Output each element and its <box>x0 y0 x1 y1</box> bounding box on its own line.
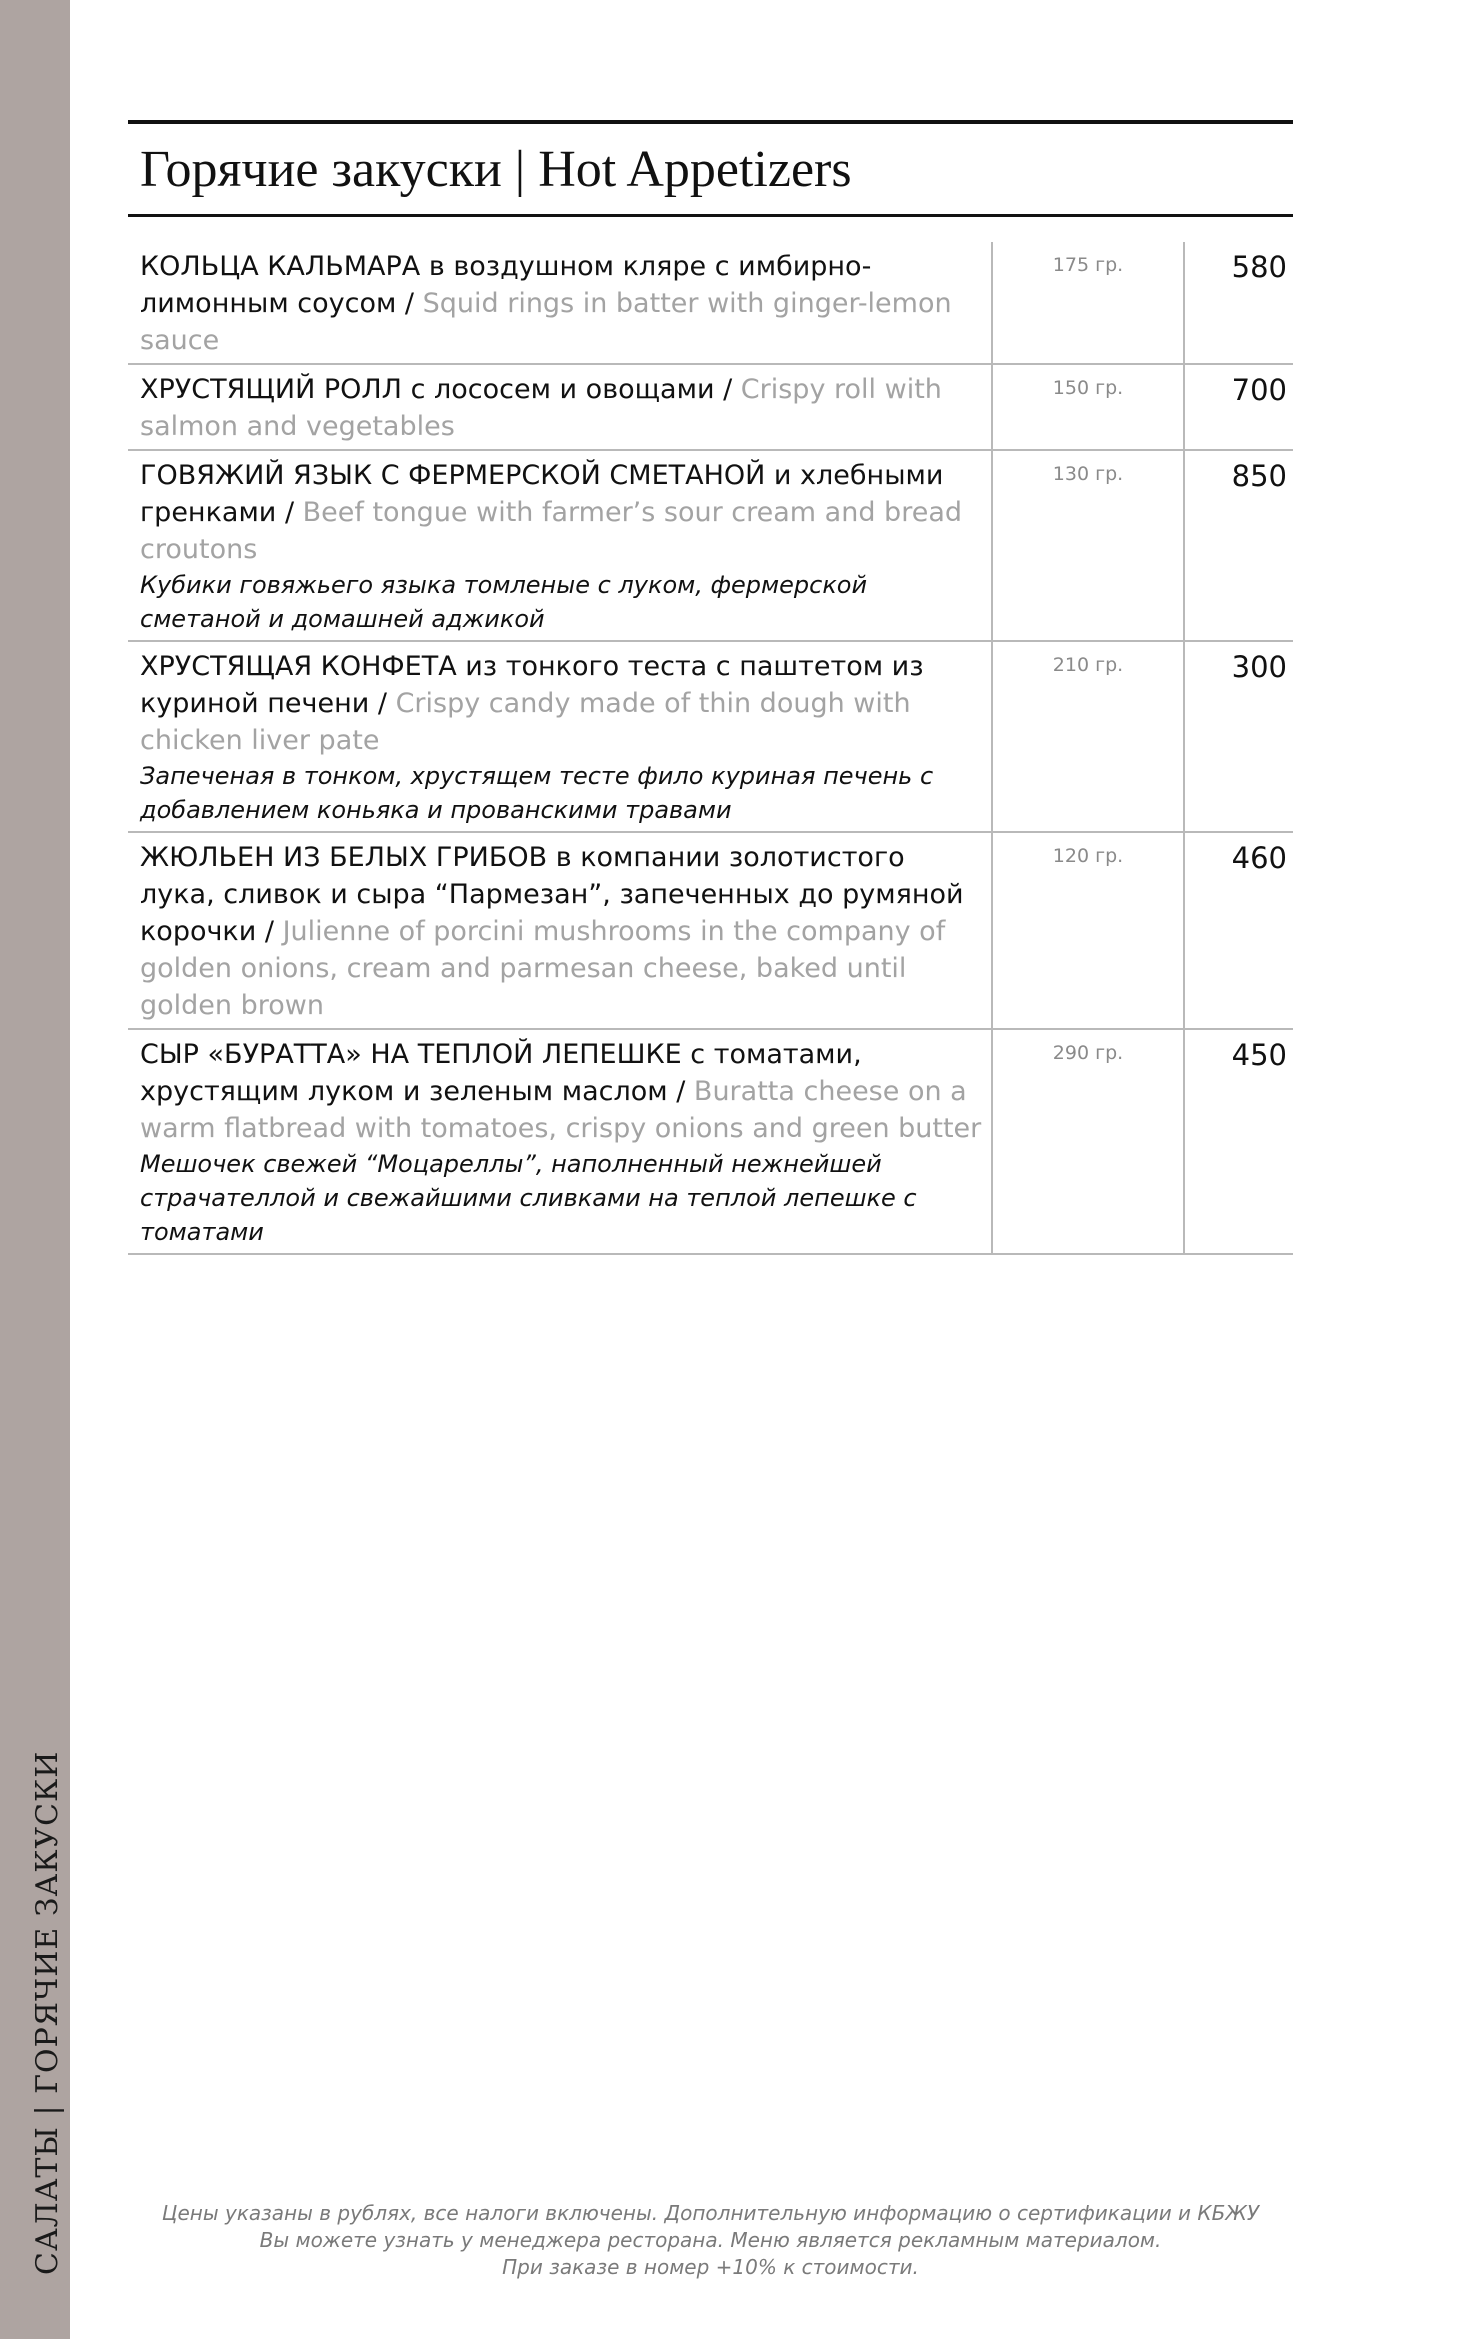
menu-item-price: 580 <box>1184 242 1293 364</box>
menu-item-description <box>128 364 992 450</box>
section-side-label: САЛАТЫ | ГОРЯЧИЕ ЗАКУСКИ <box>30 1750 65 2275</box>
menu-item-price: 700 <box>1184 364 1293 450</box>
menu-item-weight: 210 гр. <box>992 641 1184 832</box>
dish-name <box>140 1036 983 1147</box>
footer-line: При заказе в номер +10% к стоимости. <box>502 2255 919 2279</box>
dish-name-en: Beef tongue with farmer’s sour cream and bread croutons <box>140 497 963 565</box>
dish-note: Кубики говяжьего языка томленые с луком, фермерской сметаной и домашней аджикой <box>140 571 868 633</box>
title-rule-top <box>128 120 1293 124</box>
title-rule-bottom <box>128 214 1293 217</box>
menu-item-weight: 120 гр. <box>992 832 1184 1029</box>
menu-item-weight: 130 гр. <box>992 450 1184 641</box>
section-title: Горячие закуски | Hot Appetizers <box>140 141 852 198</box>
menu-item-description <box>128 1029 992 1254</box>
dish-name <box>140 371 983 445</box>
menu-item-price: 460 <box>1184 832 1293 1029</box>
dish-name <box>140 248 983 359</box>
dish-name-en: Buratta cheese on a warm flatbread with tomatoes, crispy onions and green butter <box>140 1076 982 1144</box>
menu-table <box>128 242 1293 1255</box>
menu-item-description <box>128 450 992 641</box>
dish-name-ru: КОЛЬЦА КАЛЬМАРА в воздушном кляре с имбирно-лимонным соусом / <box>140 251 872 319</box>
menu-item-price: 450 <box>1184 1029 1293 1254</box>
menu-item-price: 300 <box>1184 641 1293 832</box>
footer-line: Вы можете узнать у менеджера ресторана. Меню является рекламным материалом. <box>259 2228 1162 2252</box>
dish-name-ru: ГОВЯЖИЙ ЯЗЫК С ФЕРМЕРСКОЙ СМЕТАНОЙ и хлебными гренками / <box>140 460 944 528</box>
dish-name-en: Crispy candy made of thin dough with chicken liver pate <box>140 688 911 756</box>
dish-name-ru: ХРУСТЯЩИЙ РОЛЛ с лососем и овощами / <box>140 374 741 405</box>
dish-note: Мешочек свежей “Моцареллы”, наполненный нежнейшей страчателлой и свежайшими сливками на теплой лепешке с томатами <box>140 1150 917 1246</box>
dish-name-en: Crispy roll with salmon and vegetables <box>140 374 942 442</box>
dish-name-ru: ХРУСТЯЩАЯ КОНФЕТА из тонкого теста с паштетом из куриной печени / <box>140 651 924 719</box>
menu-item-weight: 290 гр. <box>992 1029 1184 1254</box>
dish-name <box>140 457 983 568</box>
dish-name <box>140 839 983 1024</box>
dish-name <box>140 648 983 759</box>
menu-item-description <box>128 242 992 364</box>
dish-name-en: Julienne of porcini mushrooms in the company of golden onions, cream and parmesan cheese, baked until golden brown <box>140 916 946 1021</box>
menu-item-description <box>128 832 992 1029</box>
dish-note: Запеченая в тонком, хрустящем тесте фило куриная печень с добавлением коньяка и прованскими травами <box>140 762 934 824</box>
menu-item-weight: 175 гр. <box>992 242 1184 364</box>
menu-item-description <box>128 641 992 832</box>
menu-item-row <box>128 242 1293 364</box>
menu-item-row <box>128 832 1293 1029</box>
menu-item-row <box>128 364 1293 450</box>
footer-note <box>128 2200 1293 2281</box>
footer-line: Цены указаны в рублях, все налоги включены. Дополнительную информацию о сертификации и КБЖУ <box>161 2201 1260 2225</box>
menu-item-row <box>128 1029 1293 1254</box>
dish-name-ru: СЫР «БУРАТТА» НА ТЕПЛОЙ ЛЕПЕШКЕ с томатами, хрустящим луком и зеленым маслом / <box>140 1039 862 1107</box>
menu-item-row <box>128 641 1293 832</box>
dish-name-en: Squid rings in batter with ginger-lemon sauce <box>140 288 952 356</box>
menu-item-row <box>128 450 1293 641</box>
menu-item-weight: 150 гр. <box>992 364 1184 450</box>
menu-item-price: 850 <box>1184 450 1293 641</box>
dish-name-ru: ЖЮЛЬЕН ИЗ БЕЛЫХ ГРИБОВ в компании золотистого лука, сливок и сыра “Пармезан”, запеченных до румяной корочки / <box>140 842 964 947</box>
